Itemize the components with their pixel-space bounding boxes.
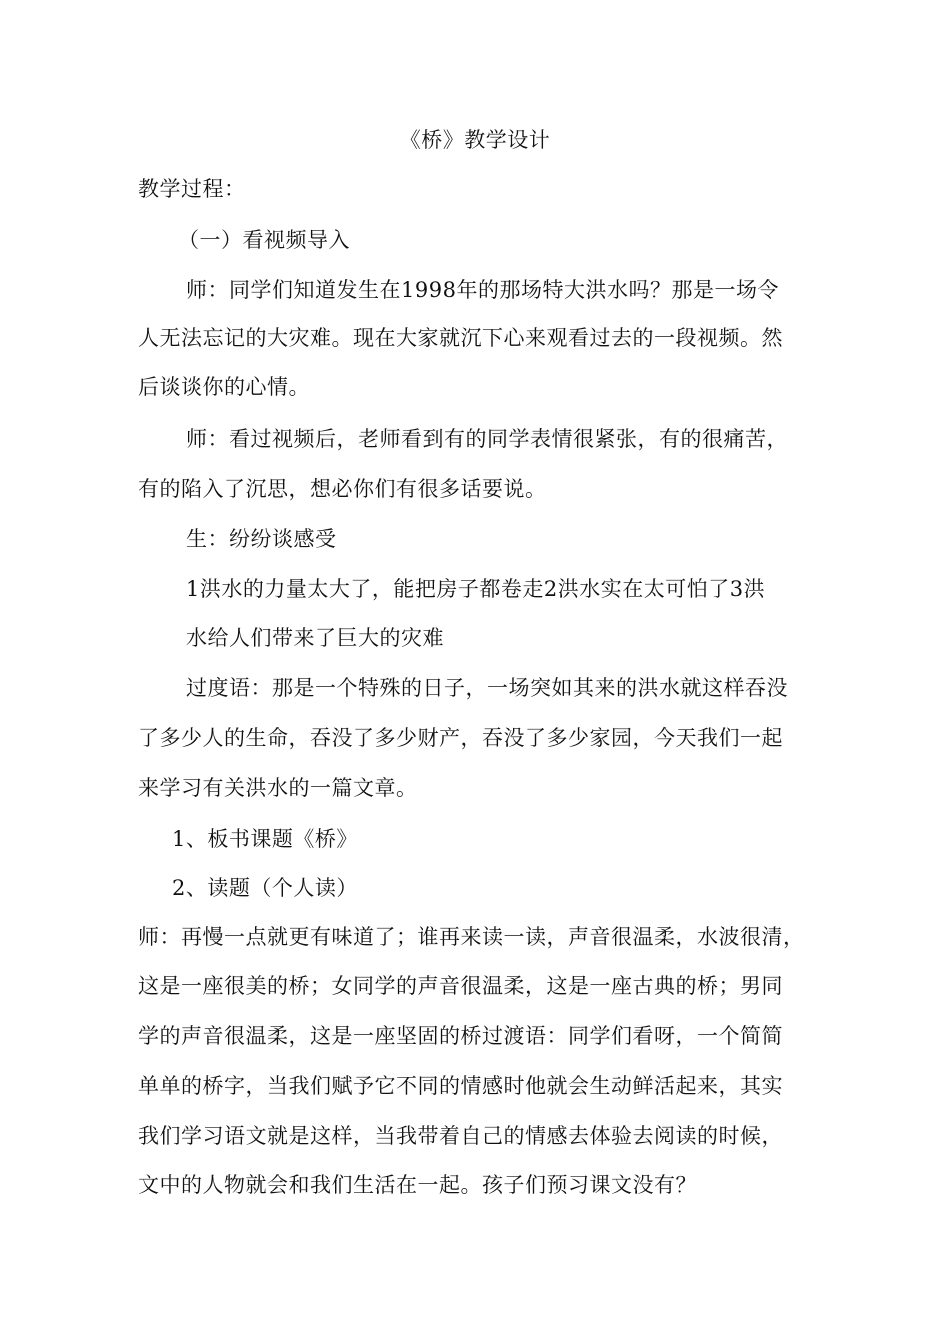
paragraph-line: 后谈谈你的心情。 <box>138 375 310 399</box>
list-item: 2、读题（个人读） <box>172 876 358 900</box>
paragraph-line: 1洪水的力量太大了，能把房子都卷走2洪水实在太可怕了3洪 <box>186 577 766 601</box>
subsection-heading: （一）看视频导入 <box>178 228 350 252</box>
paragraph-line: 这是一座很美的桥；女同学的声音很温柔，这是一座古典的桥；男同 <box>138 974 783 998</box>
paragraph-line: 我们学习语文就是这样，当我带着自己的情感去体验去阅读的时候， <box>138 1124 783 1148</box>
paragraph-line: 过度语：那是一个特殊的日子，一场突如其来的洪水就这样吞没 <box>186 676 788 700</box>
paragraph-line: 师：再慢一点就更有味道了；谁再来读一读，声音很温柔，水波很清， <box>138 925 805 949</box>
paragraph-line: 师：同学们知道发生在1998年的那场特大洪水吗？那是一场令 <box>186 278 779 302</box>
paragraph-line: 生：纷纷谈感受 <box>186 527 337 551</box>
list-item: 1、板书课题《桥》 <box>172 827 358 851</box>
paragraph-line: 来学习有关洪水的一篇文章。 <box>138 776 418 800</box>
paragraph-line: 单单的桥字，当我们赋予它不同的情感时他就会生动鲜活起来，其实 <box>138 1074 783 1098</box>
paragraph-line: 有的陷入了沉思，想必你们有很多话要说。 <box>138 477 547 501</box>
paragraph-line: 师：看过视频后，老师看到有的同学表情很紧张，有的很痛苦， <box>186 427 788 451</box>
paragraph-line: 了多少人的生命，吞没了多少财产，吞没了多少家园，今天我们一起 <box>138 726 783 750</box>
paragraph-line: 文中的人物就会和我们生活在一起。孩子们预习课文没有？ <box>138 1173 697 1197</box>
paragraph-line: 水给人们带来了巨大的灾难 <box>186 626 444 650</box>
paragraph-line: 学的声音很温柔，这是一座坚固的桥过渡语：同学们看呀，一个简简 <box>138 1024 783 1048</box>
paragraph-line: 人无法忘记的大灾难。现在大家就沉下心来观看过去的一段视频。然 <box>138 326 783 350</box>
document-title: 《桥》教学设计 <box>399 128 551 152</box>
section-heading: 教学过程： <box>138 177 246 201</box>
